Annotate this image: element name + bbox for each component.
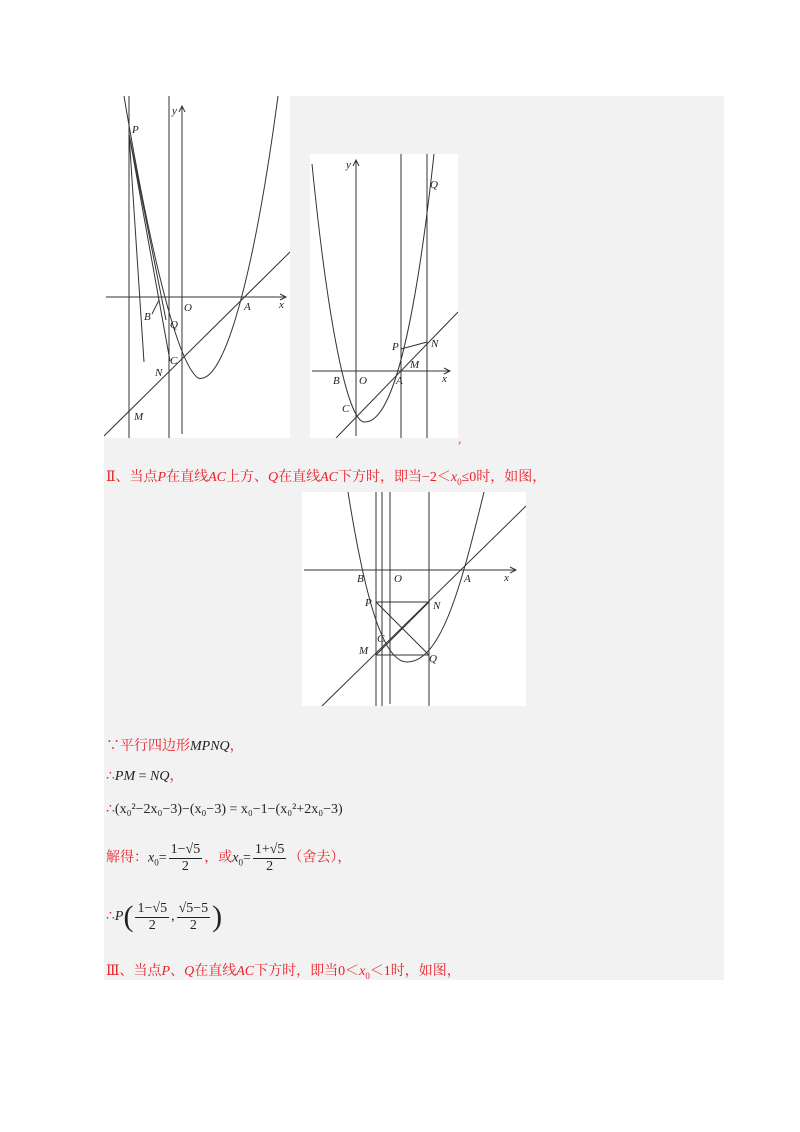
fraction-2: $\frac{1+√5}{2}$ (254, 842, 285, 874)
coord-x-fraction: $\frac{1-√5}{2}$ (137, 900, 168, 933)
fig2-label-M: M (410, 359, 420, 371)
trailing-comma: , (458, 432, 462, 446)
fig1-label-P: P (132, 124, 139, 136)
fig1-label-B: B (144, 311, 151, 323)
fig2-label-O: O (359, 375, 367, 387)
fig1-label-N: N (155, 367, 163, 379)
fig2-label-P: P (392, 341, 399, 353)
coord-y-fraction: $\frac{√5-5}{2}$ (178, 900, 209, 933)
equation: (x₀²−2x₀−3)−(x₀−3) = x₀−1−(x₀²+2x₀−3) (114, 802, 343, 817)
fig1-label-Q: Q (170, 319, 178, 331)
fig3-label-x: x (504, 572, 509, 584)
fig1-label-M: M (134, 411, 144, 423)
fig1-label-C: C (170, 355, 178, 367)
fig3-label-Q: Q (429, 653, 437, 665)
figure-3-graph (302, 492, 526, 706)
figure-2 (310, 154, 458, 438)
fig1-label-A: A (244, 301, 251, 313)
step3-text: ∴(x₀²−2x₀−3)−(x₀−3) = x₀−1−(x₀²+2x₀−3) (106, 802, 343, 817)
step5-text: ∴P( $\frac{1-√5}{2}$ , $\frac{√5-5}{2}$ ) (106, 900, 223, 933)
fig1-label-O: O (184, 302, 192, 314)
fig3-label-M: M (359, 645, 369, 657)
step1-text: ∵平行四边形MPNQ， (106, 739, 244, 754)
figure-1 (104, 96, 290, 438)
fraction-1: $\frac{1-√5}{2}$ (170, 842, 201, 874)
fig2-label-A: A (396, 375, 403, 387)
fig1-label-x: x (279, 299, 284, 311)
fig2-label-N: N (431, 338, 439, 350)
fig2-label-B: B (333, 375, 340, 387)
fig3-label-P: P (365, 597, 372, 609)
fig2-label-y: y (346, 159, 351, 171)
fig3-label-O: O (394, 573, 402, 585)
figure-3 (302, 492, 526, 706)
figure-2-graph (310, 154, 458, 438)
case3-text: Ⅲ、当点P、Q在直线AC下方时，即当$0<x_0<1$时，如图， (106, 964, 461, 981)
fig1-label-y: y (172, 105, 177, 117)
fig3-label-A: A (464, 573, 471, 585)
step4-text: 解得：$x_0=$ $\frac{1-√5}{2}$ ，或$x_0=$ $\frac{1+√5}{2}$ （舍去）， (106, 842, 352, 874)
figure-1-graph (104, 96, 290, 438)
step2-text: ∴PM = NQ， (106, 769, 184, 784)
fig3-label-C: C (377, 633, 385, 645)
fig2-label-x: x (442, 373, 447, 385)
fig3-label-N: N (433, 600, 441, 612)
fig2-label-Q: Q (430, 179, 438, 191)
fig2-label-C: C (342, 403, 350, 415)
fig3-label-B: B (357, 573, 364, 585)
case2-text: Ⅱ、当点P在直线AC上方、Q在直线AC下方时，即当$-2<x_0\le 0$时，如图， (106, 470, 547, 487)
